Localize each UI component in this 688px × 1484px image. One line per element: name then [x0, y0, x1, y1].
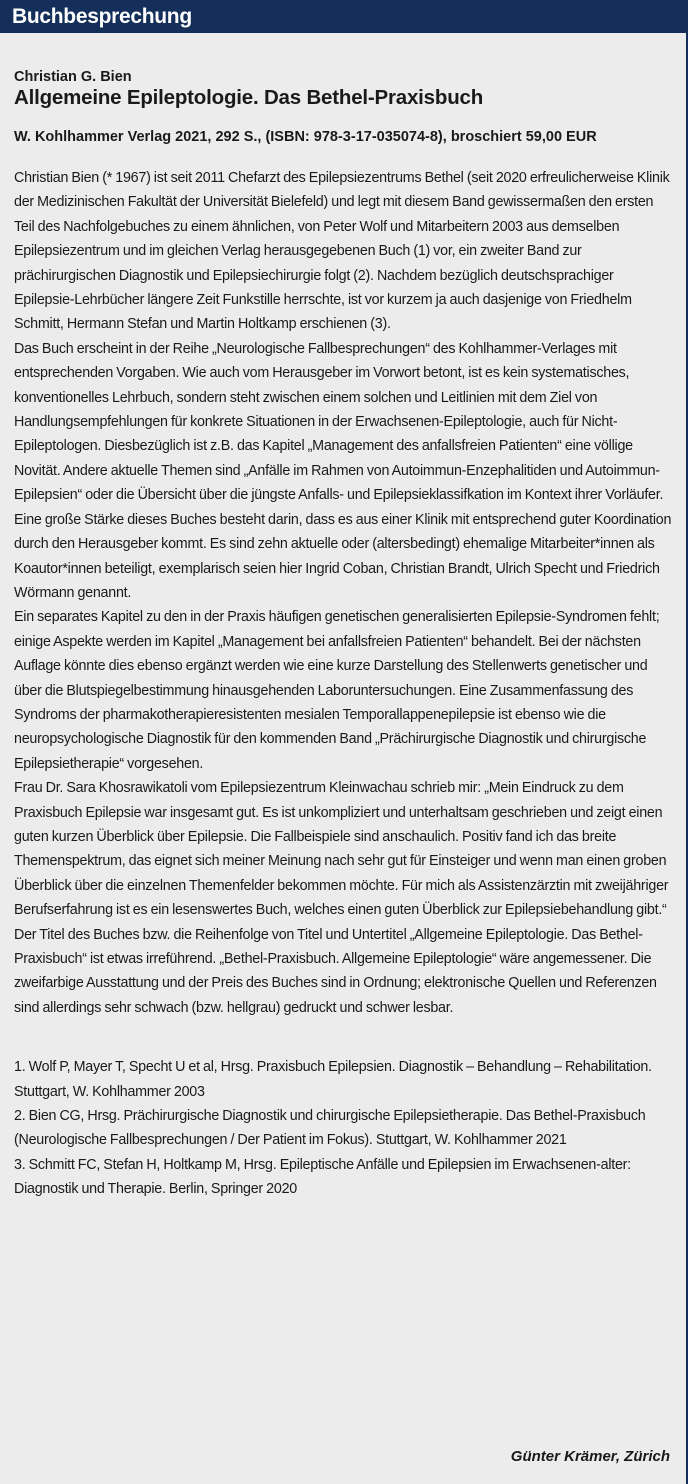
reviewer-signature: Günter Krämer, Zürich	[510, 1448, 670, 1465]
reference-list	[14, 1055, 672, 1201]
review-paragraph: Frau Dr. Sara Khosrawikatoli vom Epilepsiezentrum Kleinwachau schrieb mir: „Mein Eindruck zu dem Praxisbuch Epilepsie war insgesamt gut. Es ist unkompliziert und unterhaltsam geschrieben und zeigt einen guten kurzen Überblick über Epilepsie. Die Fallbeispiele sind anschaulich. Positiv fand ich das breite Themenspektrum, das eignet sich meiner Meinung nach sehr gut für Einsteiger und wenn man einen groben Überblick über die einzelnen Themenfelder bekommen möchte. Für mich als Assistenzärztin mit zweijähriger Berufserfahrung ist es ein lesenswertes Buch, welches einen guten Überblick zur Epilepsiebehandlung gibt.“	[14, 780, 669, 919]
reference-item: 1. Wolf P, Mayer T, Specht U et al, Hrsg. Praxisbuch Epilepsien. Diagnostik – Behandlung – Rehabilitation. Stuttgart, W. Kohlhammer 2003	[14, 1059, 652, 1100]
book-author: Christian G. Bien	[14, 69, 132, 85]
section-title: Buchbesprechung	[12, 5, 192, 28]
reference-item: 3. Schmitt FC, Stefan H, Holtkamp M, Hrsg. Epileptische Anfälle und Epilepsien im Erwachsenen-alter: Diagnostik und Therapie. Berlin, Springer 2020	[14, 1156, 631, 1198]
publication-info: W. Kohlhammer Verlag 2021, 292 S., (ISBN: 978-3-17-035074-8), broschiert 59,00 EUR	[14, 129, 597, 145]
review-paragraph: Das Buch erscheint in der Reihe „Neurologische Fallbesprechungen“ des Kohlhammer-Verlages mit entsprechenden Vorgaben. Wie auch vom Herausgeber im Vorwort betont, ist es kein systematisches, konventionelles Lehrbuch, sondern steht zwischen einem solchen und Leitlinien mit dem Ziel von Handlungsempfehlungen für konkrete Situationen in der Erwachsenen-Epileptologie, auch für Nicht-Epileptologen. Diesbezüglich ist z.B. das Kapitel „Management des anfallsfreien Patienten“ eine völlige Novität. Andere aktuelle Themen sind „Anfälle im Rahmen von Autoimmun-Enzephalitiden und Autoimmun-Epilepsien“ oder die Übersicht über die jüngste Anfalls- und Epilepsieklassifkation im Kontext ihrer Vorläufer.	[14, 340, 664, 504]
review-content	[0, 33, 686, 1202]
review-paragraph: Eine große Stärke dieses Buches besteht darin, dass es aus einer Klinik mit entsprechend guter Koordination durch den Herausgeber kommt. Es sind zehn aktuelle oder (altersbedingt) ehemalige Mitarbeiter*innen als Koautor*innen beteiligt, exemplarisch seien hier Ingrid Coban, Christian Brandt, Ulrich Specht und Friedrich Wörmann genannt.	[14, 511, 672, 601]
review-paragraph: Der Titel des Buches bzw. die Reihenfolge von Titel und Untertitel „Allgemeine Epileptologie. Das Bethel-Praxisbuch“ ist etwas irreführend. „Bethel-Praxisbuch. Allgemeine Epileptologie“ wäre angemessener. Die zweifarbige Ausstattung und der Preis des Buches sind in Ordnung; elektronische Quellen und Referenzen sind allerdings sehr schwach (bzw. hellgrau) gedruckt und schwer lesbar.	[14, 926, 657, 1016]
book-title: Allgemeine Epileptologie. Das Bethel-Praxisbuch	[14, 86, 484, 109]
review-paragraph: Christian Bien (* 1967) ist seit 2011 Chefarzt des Epilepsiezentrums Bethel (seit 2020 erfreulicherweise Klinik der Medizinischen Fakultät der Universität Bielefeld) und legt mit diesem Band gewissermaßen den ersten Teil des Nachfolgebuches zu einem ähnlichen, von Peter Wolf und Mitarbeitern 2003 aus demselben Epilepsiezentrum und im gleichen Verlag herausgegebenen Buch (1) vor, ein zweiter Band zur prächirurgischen Diagnostik und Epilepsiechirurgie folgt (2). Nachdem bezüglich deutschsprachiger Epilepsie-Lehrbücher längere Zeit Funkstille herrschte, ist vor kurzem ja auch dasjenige von Friedhelm Schmitt, Hermann Stefan und Martin Holtkamp erschienen (3).	[14, 170, 670, 333]
review-body	[14, 166, 672, 1020]
section-header	[0, 0, 686, 33]
review-paragraph: Ein separates Kapitel zu den in der Praxis häufigen genetischen generalisierten Epilepsie-Syndromen fehlt; einige Aspekte werden im Kapitel „Management bei anfallsfreien Patienten“ behandelt. Bei der nächsten Auflage könnte dies ebenso ergänzt werden wie eine kurze Darstellung des Stellenwerts genetischer und über die Blutspiegelbestimmung hinausgehenden Laboruntersuchungen. Eine Zusammenfassung des Syndroms der pharmakotherapieresistenten mesialen Temporallappenepilepsie ist ebenso wie die neuropsychologische Diagnostik für den kommenden Band „Prächirurgische Diagnostik und chirurgische Epilepsietherapie“ vorgesehen.	[14, 609, 660, 772]
reference-item: 2. Bien CG, Hrsg. Prächirurgische Diagnostik und chirurgische Epilepsietherapie. Das Bethel-Praxisbuch (Neurologische Fallbesprechungen / Der Patient im Fokus). Stuttgart, W. Kohlhammer 2021	[14, 1108, 646, 1149]
